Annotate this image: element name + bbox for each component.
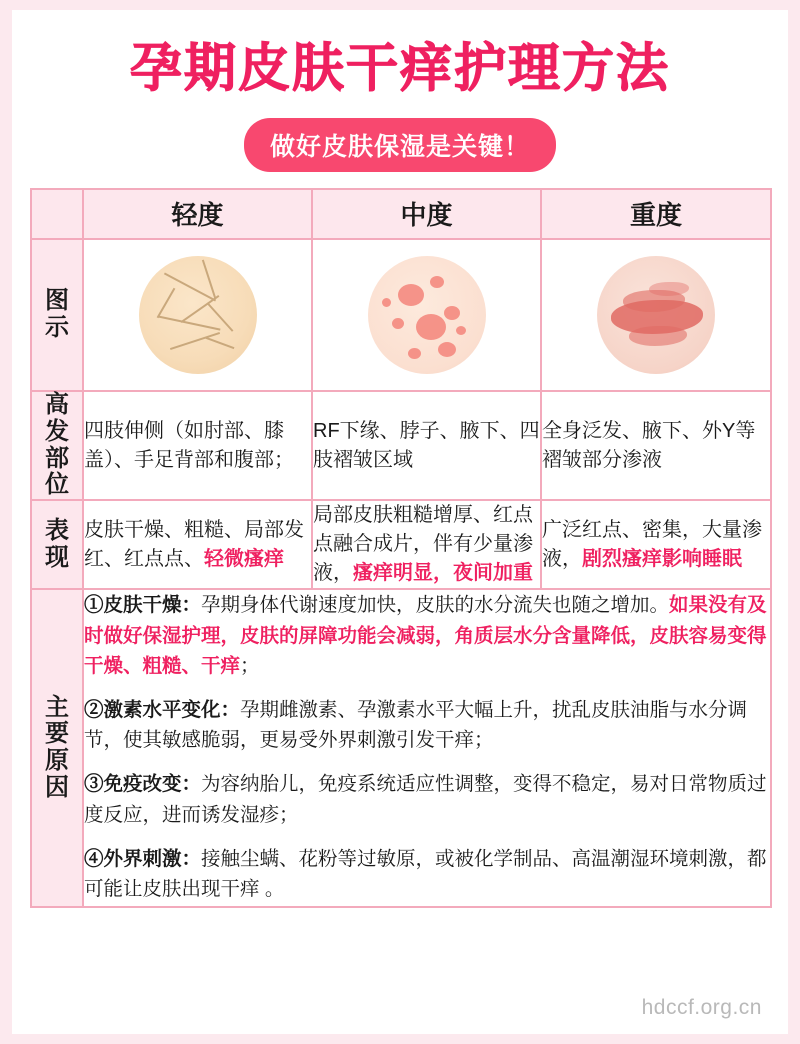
row-label-char: 位 [45, 471, 69, 499]
reason-text: 孕期雌激素、孕激素水平大幅上升，扰乱皮肤油脂与水分调节，使其敏感脆弱，更易受外界刺激引发干痒； [84, 698, 748, 752]
reason-text-tail: ； [240, 654, 260, 677]
symptoms-text-severe: 广泛红点、密集，大量渗液， [542, 518, 762, 570]
row-label-char: 主 [45, 693, 69, 721]
symptoms-text-moderate: 局部皮肤粗糙增厚、红点点融合成片，伴有少量渗液， [313, 504, 533, 585]
row-label-char: 表 [45, 516, 69, 544]
reason-highlight: 如果没有及时做好保湿护理，皮肤的屏障功能会减弱，角质层水分含量降低，皮肤容易变得干燥、粗糙、干痒 [84, 594, 767, 677]
reason-title: ②激素水平变化： [84, 698, 241, 721]
mild-skin-icon [139, 256, 257, 374]
severe-skin-icon [597, 256, 715, 374]
reason-item [84, 590, 770, 681]
reason-title: ①皮肤干燥： [84, 594, 202, 617]
table-row-locations [31, 391, 771, 501]
column-header-mild: 轻度 [83, 189, 312, 239]
reasons-content [83, 589, 771, 907]
reason-text: 孕期身体代谢速度加快，皮肤的水分流失也随之增加。 [201, 594, 670, 617]
row-label-locations [31, 391, 83, 501]
symptoms-cell-moderate [312, 500, 541, 589]
reason-text: 为容纳胎儿，免疫系统适应性调整，变得不稳定，易对日常物质过度反应，进而诱发湿疹； [84, 773, 767, 826]
row-label-char: 现 [45, 543, 69, 571]
symptoms-highlight-moderate: 瘙痒明显，夜间加重 [353, 562, 533, 585]
locations-cell-mild: 四肢伸侧（如肘部、膝盖）、手足背部和腹部； [83, 391, 312, 501]
illustration-cell-severe [541, 239, 771, 391]
reason-text: 接触尘螨、花粉等过敏原，或被化学制品、高温潮湿环境刺激，都可能让皮肤出现干痒 。 [84, 847, 767, 901]
locations-cell-severe: 全身泛发、腋下、外Y等褶皱部分渗液 [541, 391, 771, 501]
row-label-char: 示 [45, 313, 69, 341]
symptoms-text-mild: 皮肤干燥、粗糙、局部发红、红点点、 [84, 518, 304, 570]
table-header-row [31, 189, 771, 239]
severity-table [30, 188, 772, 908]
subtitle-container [30, 118, 770, 172]
moderate-skin-icon [368, 256, 486, 374]
symptoms-cell-mild [83, 500, 312, 589]
row-label-symptoms [31, 500, 83, 589]
column-header-moderate: 中度 [312, 189, 541, 239]
reason-item [84, 695, 770, 755]
row-label-char: 原 [45, 747, 69, 775]
row-label-char: 部 [45, 444, 69, 472]
table-corner-cell [31, 189, 83, 239]
row-label-char: 要 [45, 720, 69, 748]
table-row-illustration [31, 239, 771, 391]
row-label-char: 图 [45, 286, 69, 314]
row-label-char: 发 [45, 417, 69, 445]
reason-title: ④外界刺激： [84, 847, 202, 870]
row-label-char: 因 [45, 774, 69, 802]
watermark: hdccf.org.cn [641, 996, 762, 1019]
symptoms-highlight-mild: 轻微瘙痒 [204, 547, 284, 570]
poster-card [12, 10, 788, 1034]
row-label-char: 高 [45, 390, 69, 418]
illustration-cell-mild [83, 239, 312, 391]
page-title: 孕期皮肤干痒护理方法 [129, 40, 670, 98]
reason-item [84, 844, 770, 904]
subtitle-badge: 做好皮肤保湿是关键！ [244, 118, 556, 172]
table-row-symptoms [31, 500, 771, 589]
row-label-reasons [31, 589, 83, 907]
row-label-illustration [31, 239, 83, 391]
column-header-severe: 重度 [541, 189, 771, 239]
table-row-reasons [31, 589, 771, 907]
reason-item [84, 769, 770, 829]
symptoms-cell-severe [541, 500, 771, 589]
symptoms-highlight-severe: 剧烈瘙痒影响睡眠 [582, 547, 742, 570]
illustration-cell-moderate [312, 239, 541, 391]
reason-title: ③免疫改变： [84, 773, 202, 796]
locations-cell-moderate: RF下缘、脖子、腋下、四肢褶皱区域 [312, 391, 541, 501]
